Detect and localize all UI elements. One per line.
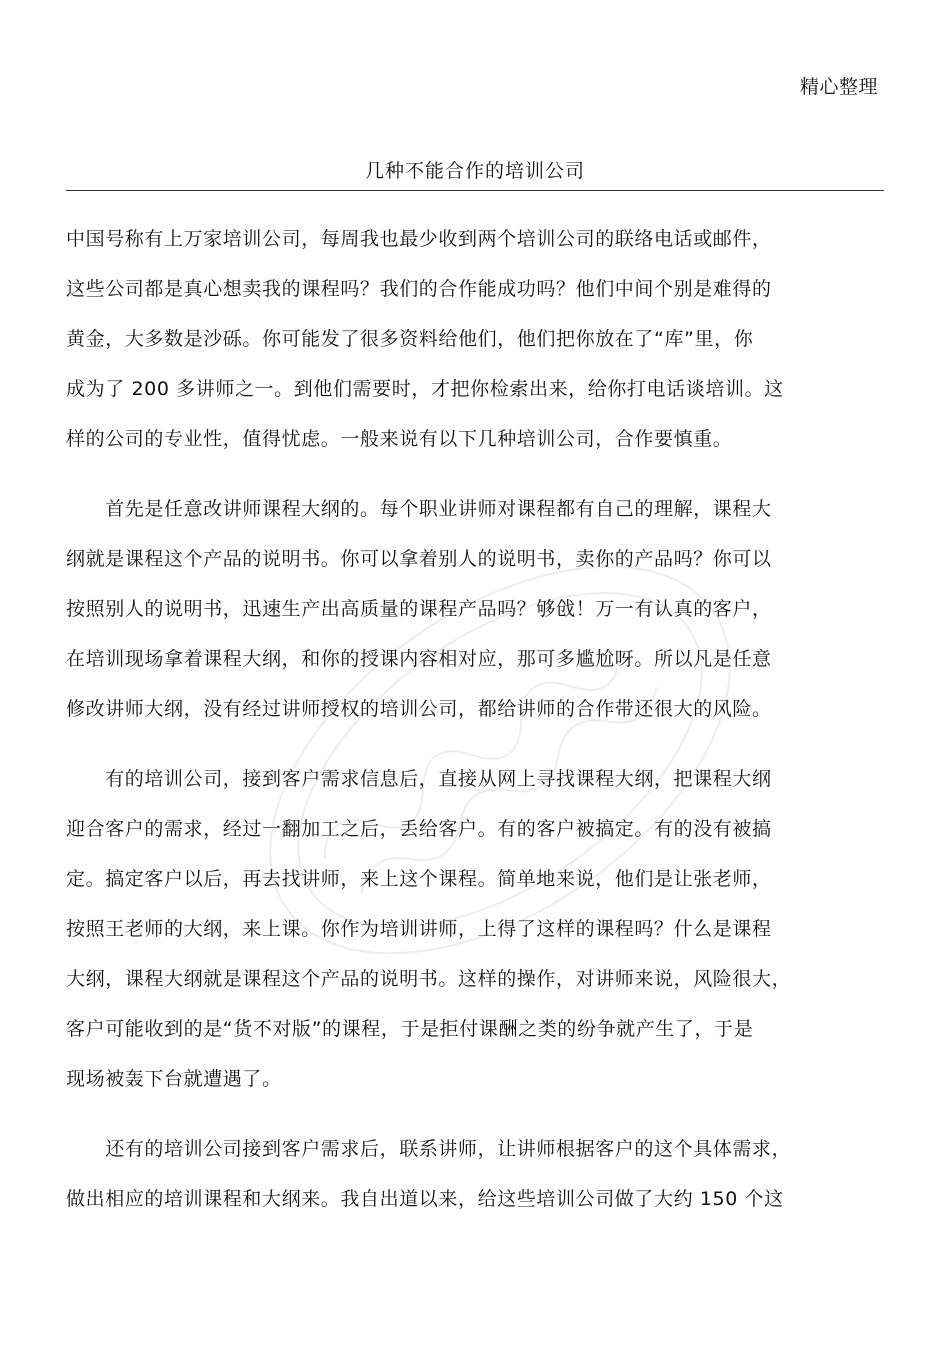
text-line: 客户可能收到的是“货不对版”的课程，于是拒付课酬之类的纷争就产生了，于是 xyxy=(66,1018,754,1040)
text-line: 黄金，大多数是沙砾。你可能发了很多资料给他们，他们把你放在了“库”里，你 xyxy=(66,328,754,350)
text-line: 中国号称有上万家培训公司，每周我也最少收到两个培训公司的联络电话或邮件， xyxy=(66,228,772,250)
paragraph xyxy=(66,754,884,1104)
paragraph xyxy=(66,1124,884,1224)
text-line: 大纲，课程大纲就是课程这个产品的说明书。这样的操作，对讲师来说，风险很大， xyxy=(66,968,792,990)
header-tag: 精心整理 xyxy=(799,76,878,98)
paragraph xyxy=(66,484,884,734)
text-line: 首先是任意改讲师课程大纲的。每个职业讲师对课程都有自己的理解，课程大 xyxy=(66,498,772,520)
text-line: 还有的培训公司接到客户需求后，联系讲师，让讲师根据客户的这个具体需求， xyxy=(66,1138,792,1160)
text-line: 样的公司的专业性，值得忧虑。一般来说有以下几种培训公司，合作要慎重。 xyxy=(66,428,733,450)
text-line: 现场被轰下台就遭遇了。 xyxy=(66,1068,282,1090)
text-line: 这些公司都是真心想卖我的课程吗？我们的合作能成功吗？他们中间个别是难得的 xyxy=(66,278,772,300)
text-line: 迎合客户的需求，经过一翻加工之后，丢给客户。有的客户被搞定。有的没有被搞 xyxy=(66,818,772,840)
paragraph xyxy=(66,214,884,464)
text-line: 做出相应的培训课程和大纲来。我自出道以来，给这些培训公司做了大约 150 个这 xyxy=(66,1188,784,1210)
text-line: 有的培训公司，接到客户需求信息后，直接从网上寻找课程大纲，把课程大纲 xyxy=(66,768,772,790)
text-line: 成为了 200 多讲师之一。到他们需要时，才把你检索出来，给你打电话谈培训。这 xyxy=(66,378,784,400)
document-title: 几种不能合作的培训公司 xyxy=(364,160,585,182)
text-line: 在培训现场拿着课程大纲，和你的授课内容相对应，那可多尴尬呀。所以凡是任意 xyxy=(66,648,772,670)
text-line: 按照王老师的大纲，来上课。你作为培训讲师，上得了这样的课程吗？什么是课程 xyxy=(66,918,772,940)
article-body xyxy=(66,214,884,1224)
text-line: 定。搞定客户以后，再去找讲师，来上这个课程。简单地来说，他们是让张老师， xyxy=(66,868,772,890)
text-line: 纲就是课程这个产品的说明书。你可以拿着别人的说明书，卖你的产品吗？你可以 xyxy=(66,548,772,570)
text-line: 修改讲师大纲，没有经过讲师授权的培训公司，都给讲师的合作带还很大的风险。 xyxy=(66,698,772,720)
text-line: 按照别人的说明书，迅速生产出高质量的课程产品吗？够戗！万一有认真的客户， xyxy=(66,598,772,620)
title-rule xyxy=(66,190,884,191)
